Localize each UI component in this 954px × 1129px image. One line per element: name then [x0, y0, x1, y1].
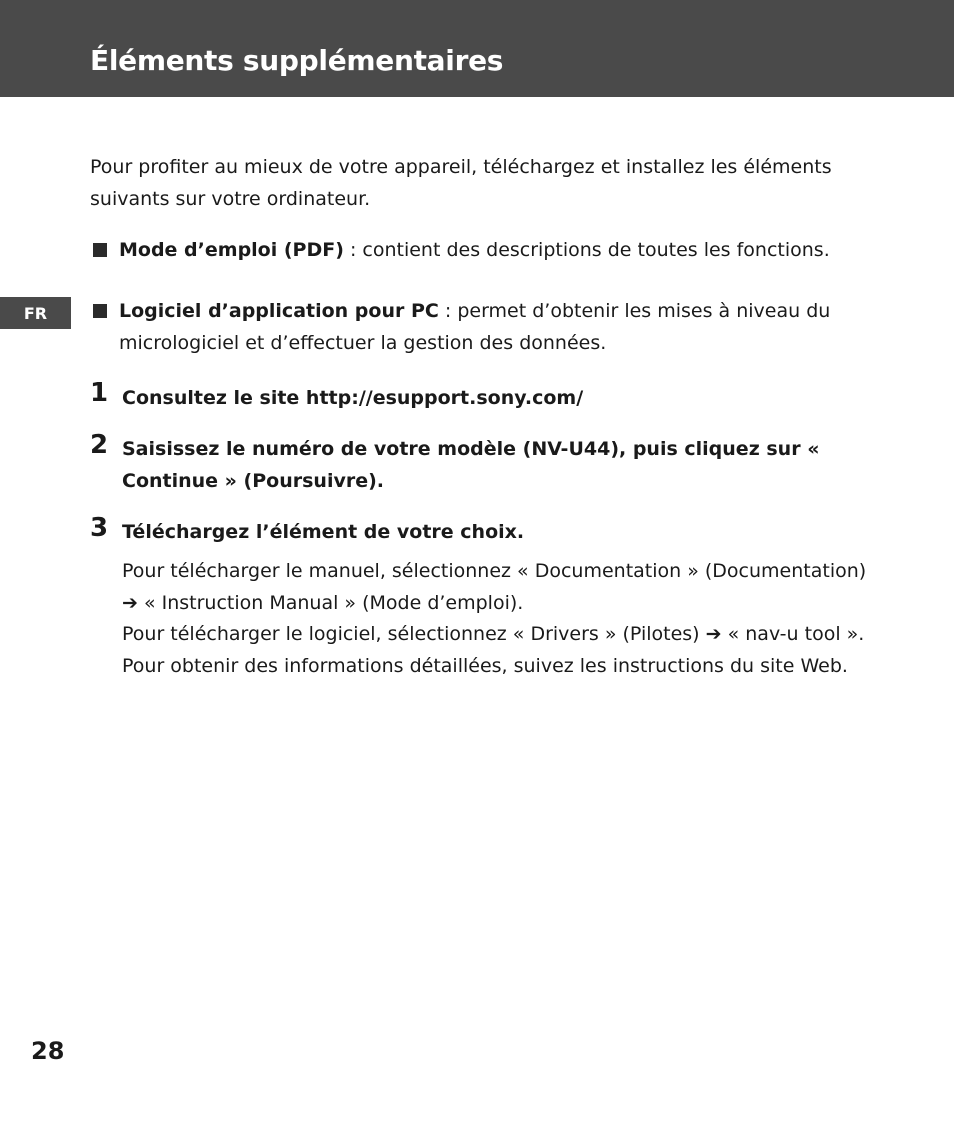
- step3-detail-manual: [122, 555, 882, 619]
- square-bullet-icon: [93, 243, 107, 257]
- step-text-3: Téléchargez l’élément de votre choix.: [122, 521, 525, 543]
- detail-text: « nav-u tool ».: [721, 623, 865, 645]
- step-number-1: 1: [90, 378, 109, 408]
- bullet-item-manual: [90, 234, 850, 266]
- arrow-right-icon: ➔: [122, 592, 138, 614]
- detail-text: Pour télécharger le manuel, sélectionnez « Documentation » (Documentation): [122, 560, 867, 582]
- page-header: [0, 0, 954, 97]
- page-title: Éléments supplémentaires: [90, 44, 504, 77]
- square-bullet-icon: [93, 304, 107, 318]
- bullet-label: Mode d’emploi (PDF): [119, 239, 344, 261]
- bullet-text: : permet d’obtenir les mises à niveau du micrologiciel et d’effectuer la gestion des données.: [119, 300, 831, 354]
- step-number-2: 2: [90, 430, 109, 460]
- detail-text: « Instruction Manual » (Mode d’emploi).: [137, 592, 524, 614]
- arrow-right-icon: ➔: [705, 623, 722, 645]
- bullet-item-software: [90, 295, 850, 359]
- detail-text: Pour télécharger le logiciel, sélectionnez « Drivers » (Pilotes): [122, 623, 706, 645]
- language-tab: FR: [0, 297, 71, 329]
- bullet-text: : contient des descriptions de toutes les fonctions.: [343, 239, 830, 261]
- step-text-2: Saisissez le numéro de votre modèle (NV-U44), puis cliquez sur « Continue » (Poursuivre).: [122, 438, 820, 492]
- step3-detail-info: Pour obtenir des informations détaillées, suivez les instructions du site Web.: [122, 655, 848, 677]
- page-number: 28: [31, 1037, 65, 1065]
- intro-paragraph: Pour profiter au mieux de votre appareil, téléchargez et installez les éléments suivants sur votre ordinateur.: [90, 156, 832, 210]
- bullet-label: Logiciel d’application pour PC: [119, 300, 439, 322]
- step-number-3: 3: [90, 513, 109, 543]
- step-text-1: Consultez le site http://esupport.sony.com/: [122, 387, 584, 409]
- step3-detail-software: [122, 618, 882, 650]
